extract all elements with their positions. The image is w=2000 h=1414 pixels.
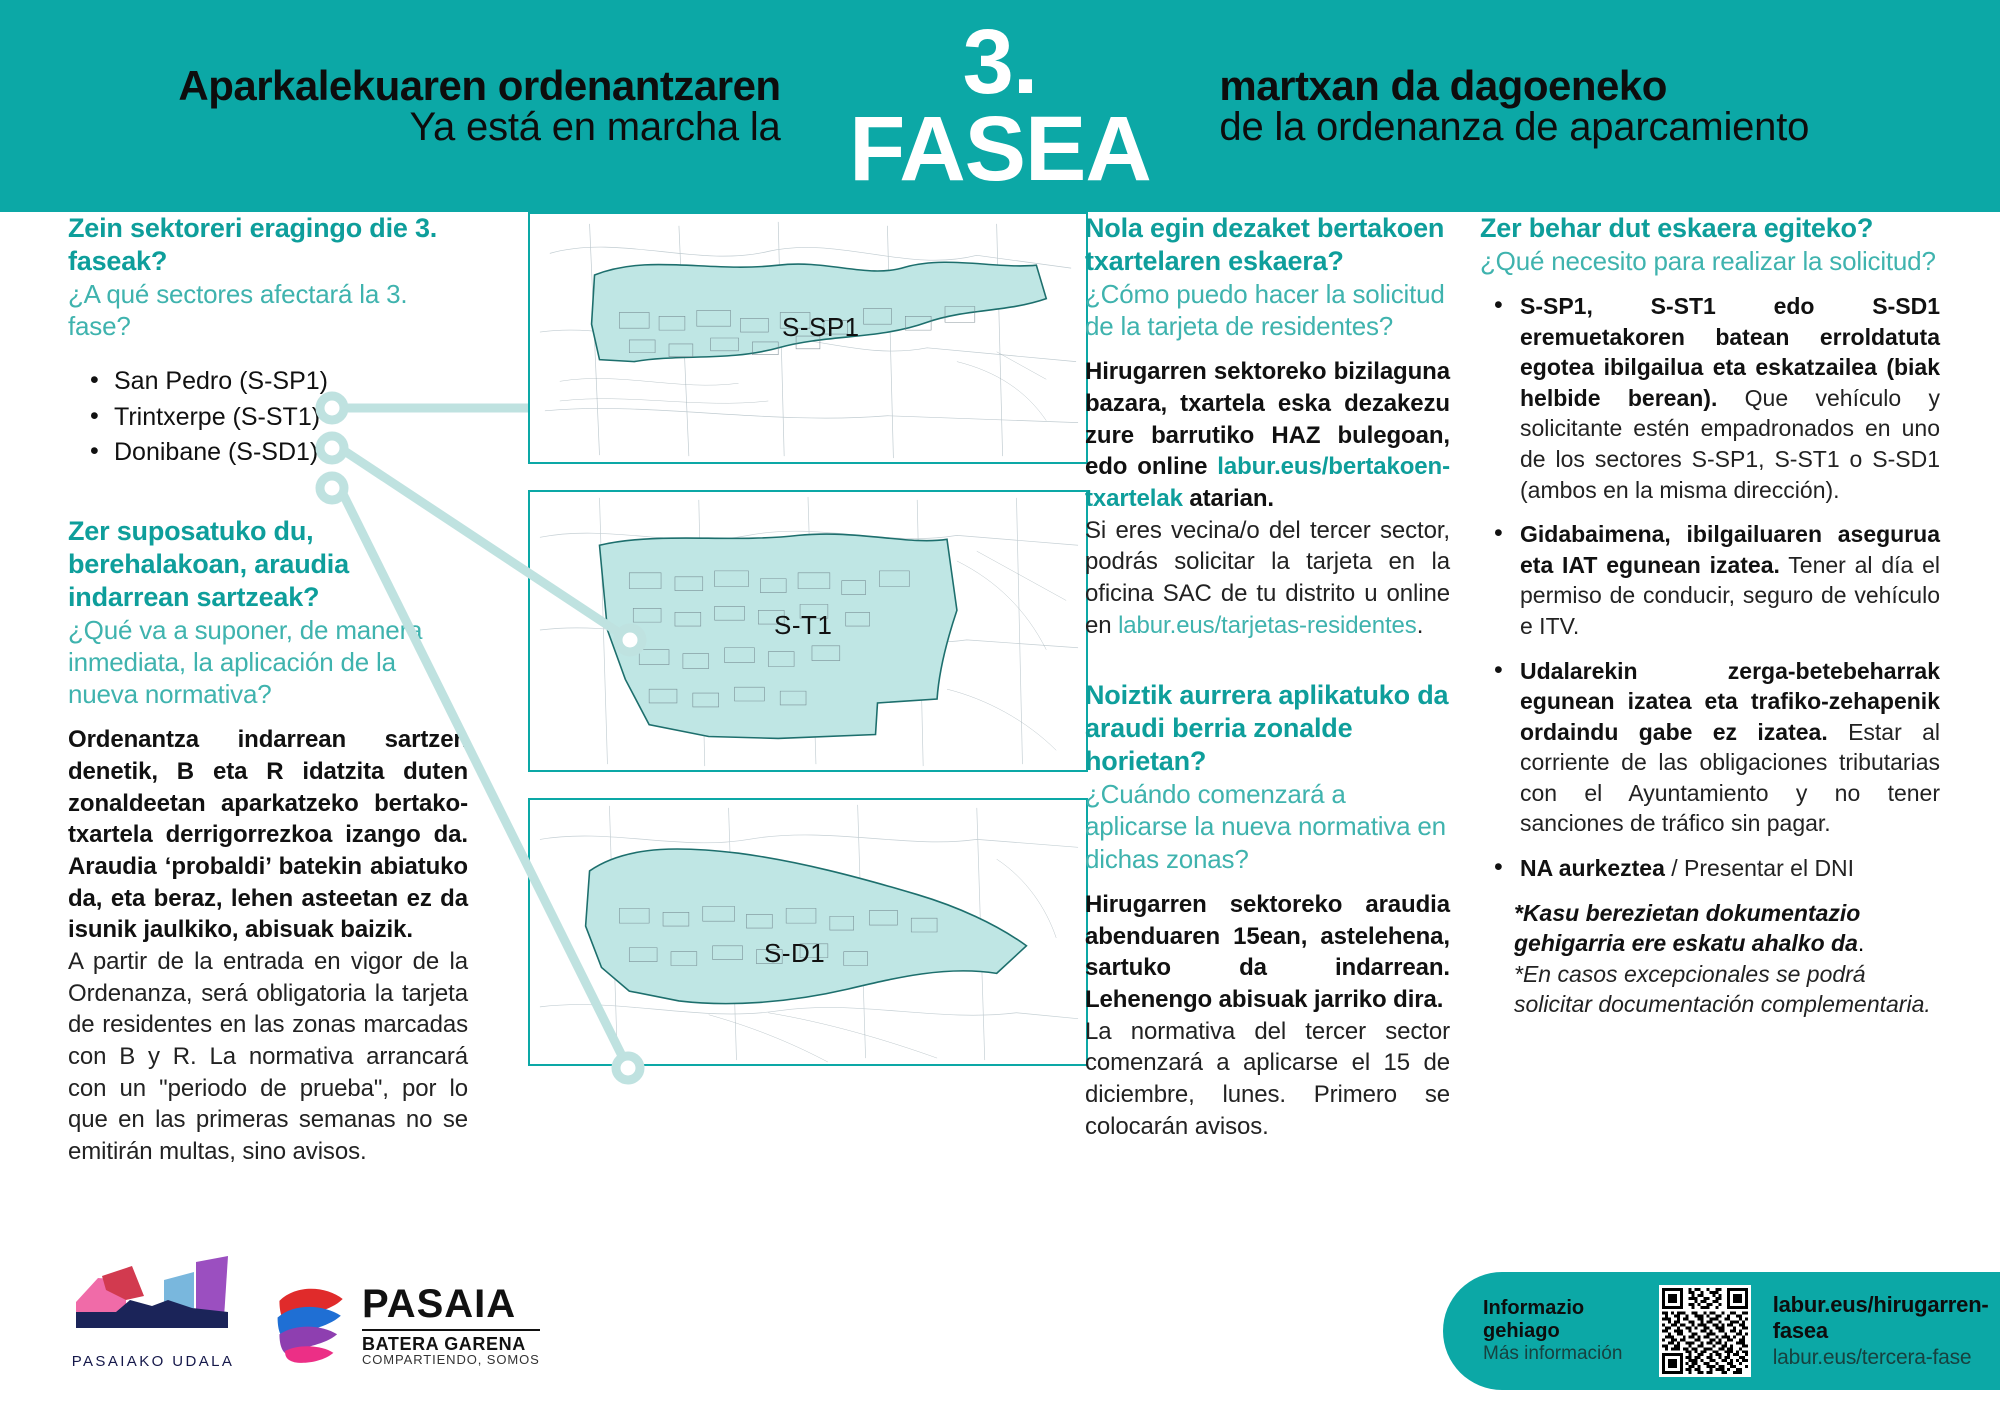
header-eu-line2: martxan da dagoeneko bbox=[1219, 62, 1667, 109]
q-which-sectors-eu: Zein sektoreri eragingo die 3. faseak? bbox=[68, 213, 438, 276]
req-eu: Udalarekin zerga-betebeharrak egunean izatea eta trafiko-zehapenik ordaindu gabe ez izatea. bbox=[1520, 657, 1940, 745]
footer-logos bbox=[68, 1250, 540, 1370]
list-item bbox=[1490, 853, 1940, 884]
more-info-es: Más información bbox=[1483, 1343, 1623, 1365]
a-how-apply-eu-pre: Hirugarren sektoreko bizilaguna bazara, txartela eska dezakezu zure barrutiko HAZ bulegoan, edo online bbox=[1085, 358, 1450, 481]
map-label-s-sp1: S-SP1 bbox=[782, 312, 860, 342]
header-right-text bbox=[1205, 62, 1910, 149]
qr-code-icon[interactable] bbox=[1659, 1285, 1751, 1377]
header-row bbox=[90, 10, 1910, 200]
a-how-apply-es-post: . bbox=[1416, 611, 1424, 639]
link-tarjetas-residentes[interactable]: labur.eus/tarjetas-residentes bbox=[1118, 611, 1417, 639]
a-how-apply-es bbox=[1085, 515, 1450, 642]
list-item: • Trintxerpe (S-ST1) bbox=[86, 400, 468, 436]
poster-content bbox=[0, 212, 2000, 1414]
url-eu[interactable]: labur.eus/hirugarren-fasea bbox=[1772, 1292, 1989, 1344]
requirements-note bbox=[1514, 898, 1940, 1020]
map-trintxerpe[interactable] bbox=[528, 490, 1088, 772]
q-implications-es: ¿Qué va a suponer, de manera inmediata, la aplicación de la nueva normativa? bbox=[68, 614, 423, 710]
column-maps bbox=[528, 212, 1088, 1066]
udala-caption: PASAIAKO UDALA bbox=[71, 1353, 235, 1370]
qr-code-graphic bbox=[1662, 1288, 1748, 1374]
poster-header bbox=[0, 0, 2000, 212]
header-eu-line1: Aparkalekuaren ordenantzaren bbox=[178, 62, 781, 109]
section-which-sectors bbox=[68, 212, 468, 471]
more-info-labels bbox=[1483, 1297, 1637, 1365]
section-how-to-apply bbox=[1085, 212, 1450, 641]
link-bertakoen-txartelak[interactable]: labur.eus/bertakoen-txartelak bbox=[1085, 453, 1450, 513]
a-how-apply-eu-post: atarian. bbox=[1182, 485, 1274, 513]
section-when-applies bbox=[1085, 679, 1450, 1142]
q-which-sectors-es: ¿A qué sectores afectará la 3. fase? bbox=[68, 278, 408, 342]
map-donibane[interactable] bbox=[528, 798, 1088, 1066]
a-how-apply-es-pre: Si eres vecina/o del tercer sector, podrás solicitar la tarjeta en la oficina SAC de tu distrito u online en bbox=[1085, 516, 1450, 639]
more-info-bar[interactable] bbox=[1443, 1272, 2000, 1390]
header-left-text bbox=[90, 62, 795, 149]
list-item: • San Pedro (S-SP1) bbox=[86, 364, 468, 400]
column-how-to-apply bbox=[1085, 212, 1450, 1168]
list-item bbox=[1490, 519, 1940, 641]
a-when-es: La normativa del tercer sector comenzará a aplicarse el 15 de diciembre, lunes. Primero se colocarán avisos. bbox=[1085, 1017, 1450, 1140]
logo-pasaia bbox=[272, 1280, 540, 1370]
phase-title: 3. FASEA bbox=[849, 10, 1151, 200]
section-implications bbox=[68, 515, 468, 1168]
req-es: Estar al corriente de las obligaciones tributarias con el Ayuntamiento y no tener sanciones de tráfico sin pagar. bbox=[1520, 718, 1941, 837]
note-eu: *Kasu berezietan dokumentazio gehigarria ere eskatu ahalko da bbox=[1514, 899, 1861, 957]
q-when-eu: Noiztik aurrera aplikatuko da araudi berria zonalde horietan? bbox=[1085, 680, 1449, 777]
pasaia-tagline-es: COMPARTIENDO, SOMOS bbox=[362, 1352, 540, 1367]
map-label-s-d1: S-D1 bbox=[764, 938, 826, 968]
q-how-apply-eu: Nola egin dezaket bertakoen txartelaren eskaera? bbox=[1085, 213, 1445, 276]
req-eu: NA aurkeztea bbox=[1520, 855, 1665, 881]
req-eu: Gidabaimena, ibilgailuaren asegurua eta IAT egunean izatea. bbox=[1520, 521, 1940, 578]
more-info-eu: Informazio gehiago bbox=[1483, 1296, 1585, 1342]
column-requirements bbox=[1480, 212, 1940, 1020]
list-item bbox=[1490, 291, 1940, 505]
column-sectors bbox=[68, 212, 468, 1194]
req-es: / Presentar el DNI bbox=[1671, 855, 1855, 881]
requirements-list bbox=[1490, 291, 1940, 883]
pasaia-waves-icon bbox=[272, 1280, 352, 1370]
a-when-eu: Hirugarren sektoreko araudia abenduaren 15ean, astelehena, sartuko da indarrean. Lehenengo abisuak jarriko dira. bbox=[1085, 890, 1450, 1013]
udala-mark-icon bbox=[68, 1250, 238, 1342]
header-es-line2: de la ordenanza de aparcamiento bbox=[1219, 105, 1810, 149]
map-label-s-t1: S-T1 bbox=[774, 610, 833, 640]
more-info-urls[interactable] bbox=[1773, 1292, 2000, 1370]
header-inner bbox=[50, 10, 1950, 200]
url-es[interactable]: labur.eus/tercera-fase bbox=[1772, 1345, 1972, 1369]
pasaia-wordmark bbox=[362, 1284, 540, 1366]
map-san-pedro[interactable] bbox=[528, 212, 1088, 464]
a-how-apply-eu bbox=[1085, 356, 1450, 514]
spacer bbox=[68, 710, 468, 724]
q-requirements-es: ¿Qué necesito para realizar la solicitud? bbox=[1480, 245, 1936, 276]
q-implications-eu: Zer suposatuko du, berehalakoan, araudia indarrean sartzeak? bbox=[68, 515, 349, 612]
note-eu-tail: . bbox=[1857, 930, 1865, 957]
header-es-line1: Ya está en marcha la bbox=[409, 105, 781, 149]
logo-pasaiako-udala bbox=[68, 1250, 238, 1370]
q-how-apply-es: ¿Cómo puedo hacer la solicitud de la tarjeta de residentes? bbox=[1085, 278, 1445, 342]
map-donibane-graphic bbox=[530, 800, 1086, 1064]
spacer bbox=[1085, 875, 1450, 889]
list-item: • Donibane (S-SD1) bbox=[86, 435, 468, 471]
header-phase bbox=[795, 10, 1206, 200]
req-eu: S-SP1, S-ST1 edo S-SD1 eremuetakoren batean erroldatuta egotea ibilgailua eta eskatzailea (biak helbide berean). bbox=[1520, 293, 1940, 411]
pasaia-name: PASAIA bbox=[362, 1282, 517, 1326]
sector-list bbox=[86, 364, 468, 471]
a-implications-eu: Ordenantza indarrean sartzen denetik, B eta R idatzita duten zonaldeetan aparkatzeko bertako-txartela derrigorrezkoa izango da. Araudia ‘probaldi’ batekin abiatuko da, eta beraz, lehen asteetan ez da isunik jaulkiko, abisuak baizik. bbox=[68, 726, 468, 944]
divider bbox=[362, 1329, 540, 1331]
req-es: Que vehículo y solicitante estén empadronados en uno de los sectores S-SP1, S-ST1 o S-SD1 (ambos en la misma dirección). bbox=[1520, 384, 1940, 503]
pasaia-tagline-eu: BATERA GARENA bbox=[362, 1334, 526, 1354]
q-when-es: ¿Cuándo comenzará a aplicarse la nueva normativa en dichas zonas? bbox=[1085, 779, 1446, 874]
a-implications-es: A partir de la entrada en vigor de la Ordenanza, será obligatoria la tarjeta de residentes en las zonas marcadas con B y R. La normativa arrancará con un "periodo de prueba", por lo que en las primeras semanas no se emitirán multas, sino avisos. bbox=[68, 948, 468, 1166]
spacer bbox=[1085, 342, 1450, 356]
list-item bbox=[1490, 656, 1940, 839]
note-es: *En casos excepcionales se podrá solicitar documentación complementaria. bbox=[1514, 960, 1931, 1018]
q-requirements-eu: Zer behar dut eskaera egiteko? bbox=[1480, 213, 1874, 243]
req-es: Tener al día el permiso de conducir, seguro de vehículo e ITV. bbox=[1520, 551, 1941, 639]
